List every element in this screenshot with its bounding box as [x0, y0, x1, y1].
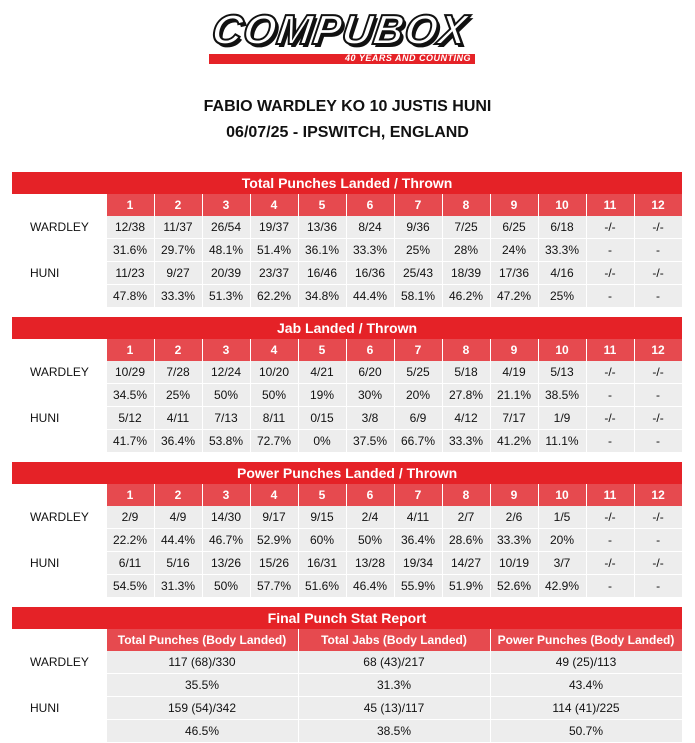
landed-thrown-cell: 10/20: [250, 361, 298, 384]
percent-cell: 50%: [202, 575, 250, 598]
percent-cell: 66.7%: [394, 430, 442, 453]
landed-thrown-cell: 9/36: [394, 216, 442, 239]
landed-thrown-cell: 12/24: [202, 361, 250, 384]
landed-thrown-cell: -/-: [634, 407, 682, 430]
final-value-cell: 68 (43)/217: [298, 651, 490, 674]
landed-thrown-cell: -/-: [634, 361, 682, 384]
landed-thrown-cell: 6/9: [394, 407, 442, 430]
fighter-name: HUNI: [12, 552, 106, 575]
percent-cell: 62.2%: [250, 285, 298, 308]
landed-thrown-cell: 14/27: [442, 552, 490, 575]
landed-thrown-cell: 4/11: [154, 407, 202, 430]
fight-date-location: 06/07/25 - IPSWITCH, ENGLAND: [226, 124, 469, 141]
landed-thrown-cell: 4/16: [538, 262, 586, 285]
percent-cell: 37.5%: [346, 430, 394, 453]
percent-cell: 41.7%: [106, 430, 154, 453]
fighter-name: HUNI: [12, 407, 106, 430]
table-title: Jab Landed / Thrown: [12, 317, 682, 339]
landed-thrown-cell: 26/54: [202, 216, 250, 239]
percent-cell: 60%: [298, 529, 346, 552]
percent-cell: 0%: [298, 430, 346, 453]
landed-thrown-cell: 13/28: [346, 552, 394, 575]
landed-thrown-cell: 15/26: [250, 552, 298, 575]
landed-thrown-cell: 4/19: [490, 361, 538, 384]
round-header: 10: [538, 194, 586, 216]
stats-table: [12, 317, 683, 453]
landed-thrown-cell: 6/11: [106, 552, 154, 575]
landed-thrown-cell: 5/25: [394, 361, 442, 384]
percent-cell: 28%: [442, 239, 490, 262]
landed-thrown-cell: -/-: [586, 262, 634, 285]
percent-cell: 50%: [202, 384, 250, 407]
landed-thrown-cell: 9/15: [298, 506, 346, 529]
percent-cell: 25%: [154, 384, 202, 407]
percent-cell: 22.2%: [106, 529, 154, 552]
landed-thrown-cell: 3/8: [346, 407, 394, 430]
percent-cell: 52.9%: [250, 529, 298, 552]
percent-cell: 36.4%: [154, 430, 202, 453]
percent-cell: -: [634, 384, 682, 407]
landed-thrown-cell: -/-: [634, 262, 682, 285]
landed-thrown-cell: 1/9: [538, 407, 586, 430]
landed-thrown-cell: 5/12: [106, 407, 154, 430]
percent-cell: 33.3%: [442, 430, 490, 453]
final-column-header: Total Jabs (Body Landed): [298, 629, 490, 651]
final-column-header: Total Punches (Body Landed): [106, 629, 298, 651]
round-header: 2: [154, 339, 202, 361]
landed-thrown-cell: 2/6: [490, 506, 538, 529]
percent-cell: 41.2%: [490, 430, 538, 453]
landed-thrown-cell: 2/7: [442, 506, 490, 529]
round-header: 3: [202, 194, 250, 216]
landed-thrown-cell: 7/17: [490, 407, 538, 430]
landed-thrown-cell: 2/4: [346, 506, 394, 529]
landed-thrown-cell: 19/34: [394, 552, 442, 575]
final-value-cell: 117 (68)/330: [106, 651, 298, 674]
fighter-name: HUNI: [12, 262, 106, 285]
round-header: 6: [346, 339, 394, 361]
percent-cell: 44.4%: [154, 529, 202, 552]
final-column-header: Power Punches (Body Landed): [490, 629, 682, 651]
round-header: 12: [634, 194, 682, 216]
percent-cell: 36.1%: [298, 239, 346, 262]
percent-cell: 24%: [490, 239, 538, 262]
landed-thrown-cell: 10/19: [490, 552, 538, 575]
round-header: 7: [394, 484, 442, 506]
final-percent-cell: 43.4%: [490, 674, 682, 697]
fighter-name: WARDLEY: [12, 651, 106, 674]
landed-thrown-cell: -/-: [586, 361, 634, 384]
percent-cell: 20%: [394, 384, 442, 407]
landed-thrown-cell: 14/30: [202, 506, 250, 529]
final-value-cell: 49 (25)/113: [490, 651, 682, 674]
percent-cell: 30%: [346, 384, 394, 407]
landed-thrown-cell: 11/37: [154, 216, 202, 239]
fight-title: FABIO WARDLEY KO 10 JUSTIS HUNI: [203, 98, 492, 115]
round-header: 5: [298, 339, 346, 361]
round-header: 10: [538, 484, 586, 506]
landed-thrown-cell: 17/36: [490, 262, 538, 285]
round-header: 7: [394, 194, 442, 216]
percent-cell: 27.8%: [442, 384, 490, 407]
final-table-title: Final Punch Stat Report: [12, 607, 682, 629]
percent-cell: 51.9%: [442, 575, 490, 598]
final-value-cell: 114 (41)/225: [490, 697, 682, 720]
round-header: 9: [490, 484, 538, 506]
percent-cell: 31.6%: [106, 239, 154, 262]
round-header: 6: [346, 484, 394, 506]
percent-cell: 50%: [250, 384, 298, 407]
percent-cell: 11.1%: [538, 430, 586, 453]
percent-cell: 42.9%: [538, 575, 586, 598]
percent-cell: 51.3%: [202, 285, 250, 308]
percent-cell: 28.6%: [442, 529, 490, 552]
landed-thrown-cell: 11/23: [106, 262, 154, 285]
final-value-cell: 159 (54)/342: [106, 697, 298, 720]
percent-cell: 72.7%: [250, 430, 298, 453]
percent-cell: 33.3%: [154, 285, 202, 308]
landed-thrown-cell: 9/27: [154, 262, 202, 285]
percent-cell: 47.2%: [490, 285, 538, 308]
round-header: 4: [250, 194, 298, 216]
percent-cell: 25%: [394, 239, 442, 262]
landed-thrown-cell: 5/13: [538, 361, 586, 384]
compubox-logo: [205, 8, 485, 66]
percent-cell: 33.3%: [346, 239, 394, 262]
landed-thrown-cell: 4/21: [298, 361, 346, 384]
percent-cell: 58.1%: [394, 285, 442, 308]
round-header: 11: [586, 194, 634, 216]
landed-thrown-cell: 8/24: [346, 216, 394, 239]
percent-cell: 57.7%: [250, 575, 298, 598]
landed-thrown-cell: 25/43: [394, 262, 442, 285]
round-header: 3: [202, 484, 250, 506]
final-percent-cell: 50.7%: [490, 720, 682, 743]
landed-thrown-cell: 16/31: [298, 552, 346, 575]
landed-thrown-cell: 6/20: [346, 361, 394, 384]
percent-cell: 48.1%: [202, 239, 250, 262]
percent-cell: 19%: [298, 384, 346, 407]
landed-thrown-cell: 9/17: [250, 506, 298, 529]
landed-thrown-cell: 5/16: [154, 552, 202, 575]
final-value-cell: 45 (13)/117: [298, 697, 490, 720]
round-header: 3: [202, 339, 250, 361]
percent-cell: 34.8%: [298, 285, 346, 308]
round-header: 12: [634, 339, 682, 361]
percent-cell: -: [586, 239, 634, 262]
landed-thrown-cell: 1/5: [538, 506, 586, 529]
percent-cell: 44.4%: [346, 285, 394, 308]
percent-cell: -: [634, 239, 682, 262]
final-percent-cell: 46.5%: [106, 720, 298, 743]
landed-thrown-cell: 20/39: [202, 262, 250, 285]
landed-thrown-cell: 7/25: [442, 216, 490, 239]
percent-cell: -: [586, 430, 634, 453]
landed-thrown-cell: 6/25: [490, 216, 538, 239]
landed-thrown-cell: 2/9: [106, 506, 154, 529]
round-header: 8: [442, 194, 490, 216]
landed-thrown-cell: 16/36: [346, 262, 394, 285]
round-header: 7: [394, 339, 442, 361]
percent-cell: 52.6%: [490, 575, 538, 598]
landed-thrown-cell: 4/12: [442, 407, 490, 430]
percent-cell: -: [634, 430, 682, 453]
fighter-name: WARDLEY: [12, 216, 106, 239]
final-stat-table: [12, 607, 683, 743]
table-title: Total Punches Landed / Thrown: [12, 172, 682, 194]
round-header: 9: [490, 339, 538, 361]
round-header: 8: [442, 339, 490, 361]
percent-cell: 25%: [538, 285, 586, 308]
landed-thrown-cell: 23/37: [250, 262, 298, 285]
round-header: 5: [298, 484, 346, 506]
landed-thrown-cell: -/-: [634, 506, 682, 529]
landed-thrown-cell: 4/9: [154, 506, 202, 529]
landed-thrown-cell: -/-: [634, 552, 682, 575]
landed-thrown-cell: -/-: [586, 216, 634, 239]
landed-thrown-cell: 18/39: [442, 262, 490, 285]
percent-cell: 38.5%: [538, 384, 586, 407]
percent-cell: 50%: [346, 529, 394, 552]
percent-cell: -: [586, 529, 634, 552]
percent-cell: 53.8%: [202, 430, 250, 453]
final-percent-cell: 38.5%: [298, 720, 490, 743]
landed-thrown-cell: 3/7: [538, 552, 586, 575]
round-header: 2: [154, 484, 202, 506]
round-header: 9: [490, 194, 538, 216]
landed-thrown-cell: 12/38: [106, 216, 154, 239]
landed-thrown-cell: 13/36: [298, 216, 346, 239]
round-header: 4: [250, 339, 298, 361]
percent-cell: 46.7%: [202, 529, 250, 552]
round-header: 10: [538, 339, 586, 361]
table-title: Power Punches Landed / Thrown: [12, 462, 682, 484]
percent-cell: -: [586, 285, 634, 308]
logo-wordmark: COMPUBOX: [209, 6, 472, 53]
landed-thrown-cell: -/-: [586, 506, 634, 529]
landed-thrown-cell: -/-: [586, 552, 634, 575]
percent-cell: 34.5%: [106, 384, 154, 407]
landed-thrown-cell: 7/28: [154, 361, 202, 384]
landed-thrown-cell: 13/26: [202, 552, 250, 575]
landed-thrown-cell: 16/46: [298, 262, 346, 285]
fighter-name: WARDLEY: [12, 361, 106, 384]
round-header: 6: [346, 194, 394, 216]
percent-cell: 31.3%: [154, 575, 202, 598]
stats-table: [12, 172, 683, 308]
fighter-name: WARDLEY: [12, 506, 106, 529]
final-percent-cell: 31.3%: [298, 674, 490, 697]
round-header: 1: [106, 484, 154, 506]
landed-thrown-cell: -/-: [586, 407, 634, 430]
round-header: 1: [106, 339, 154, 361]
landed-thrown-cell: 19/37: [250, 216, 298, 239]
percent-cell: 46.4%: [346, 575, 394, 598]
stats-table: [12, 462, 683, 598]
percent-cell: 47.8%: [106, 285, 154, 308]
percent-cell: -: [586, 575, 634, 598]
final-percent-cell: 35.5%: [106, 674, 298, 697]
percent-cell: -: [634, 575, 682, 598]
percent-cell: 29.7%: [154, 239, 202, 262]
percent-cell: 33.3%: [490, 529, 538, 552]
round-header: 5: [298, 194, 346, 216]
round-header: 12: [634, 484, 682, 506]
percent-cell: 21.1%: [490, 384, 538, 407]
round-header: 11: [586, 484, 634, 506]
round-header: 8: [442, 484, 490, 506]
round-header: 11: [586, 339, 634, 361]
landed-thrown-cell: 4/11: [394, 506, 442, 529]
percent-cell: -: [634, 529, 682, 552]
fighter-name: HUNI: [12, 697, 106, 720]
percent-cell: 46.2%: [442, 285, 490, 308]
percent-cell: 54.5%: [106, 575, 154, 598]
percent-cell: 36.4%: [394, 529, 442, 552]
round-header: 1: [106, 194, 154, 216]
percent-cell: -: [634, 285, 682, 308]
logo-tagline: 40 YEARS AND COUNTING: [344, 53, 471, 63]
round-header: 4: [250, 484, 298, 506]
percent-cell: 33.3%: [538, 239, 586, 262]
landed-thrown-cell: 10/29: [106, 361, 154, 384]
round-header: 2: [154, 194, 202, 216]
percent-cell: 20%: [538, 529, 586, 552]
landed-thrown-cell: 0/15: [298, 407, 346, 430]
landed-thrown-cell: 5/18: [442, 361, 490, 384]
landed-thrown-cell: 8/11: [250, 407, 298, 430]
landed-thrown-cell: -/-: [634, 216, 682, 239]
percent-cell: 51.4%: [250, 239, 298, 262]
percent-cell: 55.9%: [394, 575, 442, 598]
landed-thrown-cell: 7/13: [202, 407, 250, 430]
percent-cell: -: [586, 384, 634, 407]
landed-thrown-cell: 6/18: [538, 216, 586, 239]
percent-cell: 51.6%: [298, 575, 346, 598]
